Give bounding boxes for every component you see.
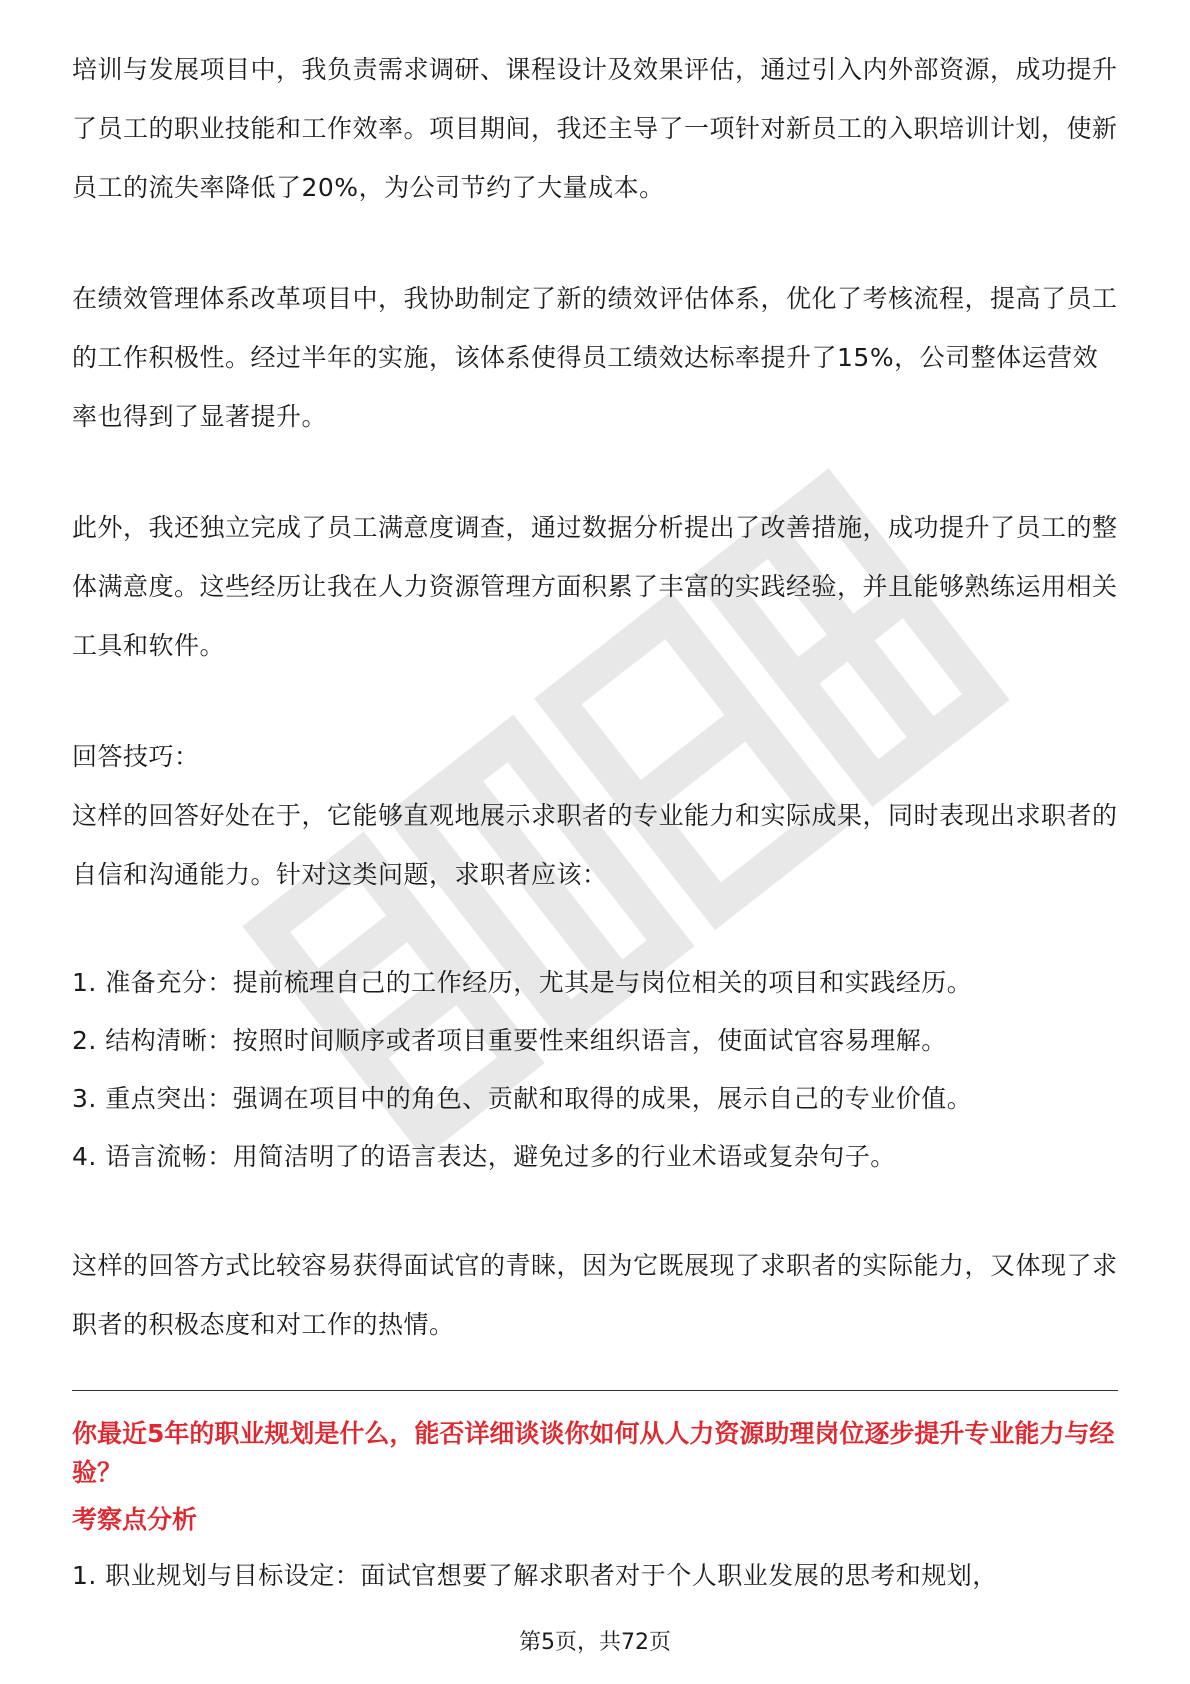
body-paragraph-3: 此外，我还独立完成了员工满意度调查，通过数据分析提出了改善措施，成功提升了员工的整体满意度。这些经历让我在人力资源管理方面积累了丰富的实践经验，并且能够熟练运用相关工具和软件。	[72, 513, 1118, 660]
analysis-heading: 考察点分析	[72, 1505, 198, 1534]
tips-list-item: 3. 重点突出：强调在项目中的角色、贡献和取得的成果，展示自己的专业价值。	[72, 1084, 973, 1113]
tips-conclusion: 这样的回答方式比较容易获得面试官的青睐，因为它既展现了求职者的实际能力，又体现了求职者的积极态度和对工作的热情。	[72, 1251, 1118, 1339]
section-divider	[72, 1390, 1118, 1391]
tips-list-item: 1. 准备充分：提前梳理自己的工作经历，尤其是与岗位相关的项目和实践经历。	[72, 968, 973, 997]
body-paragraph-1: 培训与发展项目中，我负责需求调研、课程设计及效果评估，通过引入内外部资源，成功提升了员工的职业技能和工作效率。项目期间，我还主导了一项针对新员工的入职培训计划，使新员工的流失率降低了20%，为公司节约了大量成本。	[72, 55, 1118, 202]
question-title: 你最近5年的职业规划是什么，能否详细谈谈你如何从人力资源助理岗位逐步提升专业能力与经验？	[72, 1419, 1115, 1487]
tips-intro: 这样的回答好处在于，它能够直观地展示求职者的专业能力和实际成果，同时表现出求职者的自信和沟通能力。针对这类问题，求职者应该：	[72, 801, 1118, 889]
tips-heading: 回答技巧：	[72, 742, 200, 771]
tips-list-item: 4. 语言流畅：用简洁明了的语言表达，避免过多的行业术语或复杂句子。	[72, 1142, 896, 1171]
tips-list-item: 2. 结构清晰：按照时间顺序或者项目重要性来组织语言，使面试官容易理解。	[72, 1026, 947, 1055]
body-paragraph-2: 在绩效管理体系改革项目中，我协助制定了新的绩效评估体系，优化了考核流程，提高了员工的工作积极性。经过半年的实施，该体系使得员工绩效达标率提升了15%，公司整体运营效率也得到了显著提升。	[72, 284, 1118, 431]
analysis-point: 1. 职业规划与目标设定：面试官想要了解求职者对于个人职业发展的思考和规划，	[72, 1561, 998, 1590]
page-number: 第5页，共72页	[519, 1630, 671, 1655]
document-body	[72, 40, 1118, 1354]
